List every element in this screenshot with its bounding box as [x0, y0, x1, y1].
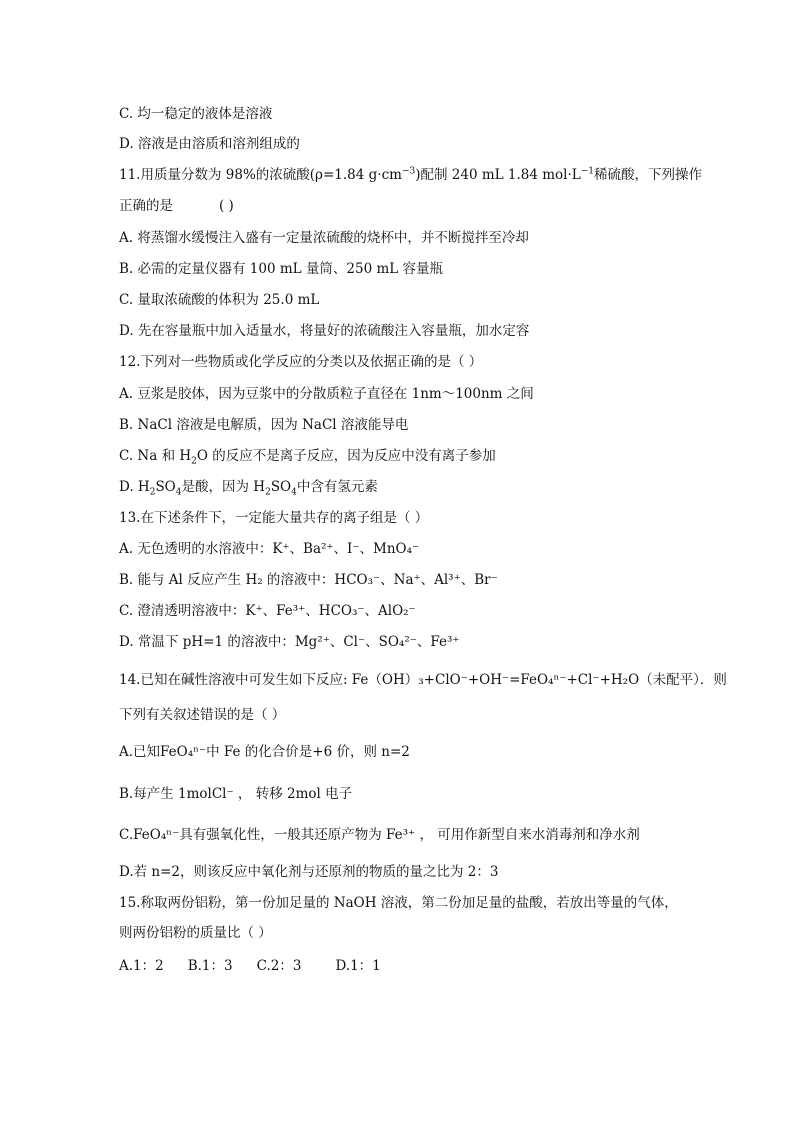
- q12-option-d-sub4: 4: [291, 487, 297, 498]
- q11-stem-line2: [119, 196, 234, 216]
- q12-option-d-part1: D. H: [119, 479, 150, 495]
- q12-option-b: B. NaCl 溶液是电解质，因为 NaCl 溶液能导电: [119, 417, 409, 433]
- q12-option-c-part2: O 的反应不是离子反应，因为反应中没有离子参加: [196, 448, 496, 464]
- q11-option-a: A. 将蒸馏水缓慢注入盛有一定量浓硫酸的烧杯中，并不断搅拌至冷却: [119, 230, 529, 246]
- q12-option-c-sub: 2: [191, 456, 197, 467]
- q11-option-d: D. 先在容量瓶中加入适量水，将量好的浓硫酸注入容量瓶，加水定容: [119, 323, 530, 339]
- q10-option-c: C. 均一稳定的液体是溶液: [119, 106, 273, 122]
- q11-stem-sup1: −3: [401, 166, 416, 177]
- q11-stem-part-b: )配制 240 mL 1.84 mol·L: [415, 167, 581, 183]
- q13-stem: 13.在下述条件下，一定能大量共存的离子组是（ ）: [119, 510, 429, 526]
- q15-option-b: B.1：3: [187, 958, 233, 974]
- q15-option-c: C.2：3: [256, 958, 302, 974]
- q12-option-d-sub1: 2: [149, 487, 156, 498]
- q15-option-a: A.1：2: [119, 958, 164, 974]
- q12-stem: 12.下列对一些物质或化学反应的分类以及依据正确的是（ ）: [119, 354, 483, 370]
- q11-answer-paren: ( ): [219, 198, 234, 214]
- q11-stem-text: 正确的是: [119, 198, 173, 214]
- q12-option-c-part1: C. Na 和 H: [119, 448, 192, 464]
- q13-option-a: A. 无色透明的水溶液中：K⁺、Ba²⁺、I⁻、MnO₄⁻: [119, 541, 420, 557]
- q12-option-d-sub2: 4: [175, 487, 182, 498]
- q12-option-a: A. 豆浆是胶体，因为豆浆中的分散质粒子直径在 1nm～100nm 之间: [119, 386, 534, 402]
- q13-option-c: C. 澄清透明溶液中：K⁺、Fe³⁺、HCO₃⁻、AlO₂⁻: [119, 603, 416, 619]
- q14-stem-line2: 下列有关叙述错误的是（ ）: [119, 707, 286, 723]
- q10-option-d: D. 溶液是由溶质和溶剂组成的: [119, 136, 300, 152]
- q14-option-a: A.已知FeO₄ⁿ⁻中 Fe 的化合价是+6 价，则 n=2: [119, 744, 410, 760]
- q11-stem-part-c: 稀硫酸，下列操作: [594, 167, 703, 183]
- q13-option-b: B. 能与 Al 反应产生 H₂ 的溶液中：HCO₃⁻、Na⁺、Al³⁺、Br⁻: [119, 572, 498, 588]
- q12-option-c: [119, 446, 496, 466]
- q14-option-b: B.每产生 1molCl⁻ ， 转移 2mol 电子: [119, 786, 353, 802]
- q15-stem-line2: 则两份铝粉的质量比（ ）: [119, 925, 272, 941]
- q15-stem-line1: 15.称取两份铝粉，第一份加足量的 NaOH 溶液，第二份加足量的盐酸，若放出等量的气体，: [119, 895, 678, 911]
- q14-option-c: C.FeO₄ⁿ⁻具有强氧化性，一般其还原产物为 Fe³⁺ ， 可用作新型自来水消毒剂和净水剂: [119, 827, 640, 843]
- q12-option-d-part3: 是酸，因为 H: [181, 479, 266, 495]
- q12-option-d: [119, 477, 378, 497]
- q11-stem-line1: [119, 165, 702, 185]
- q12-option-d-part5: 中含有氢元素: [296, 479, 378, 495]
- q11-option-c: C. 量取浓硫酸的体积为 25.0 mL: [119, 292, 320, 308]
- q12-option-d-sub3: 2: [265, 487, 271, 498]
- q11-stem-part-a: 11.用质量分数为 98%的浓硫酸(ρ=1.84 g·cm: [119, 167, 402, 183]
- q12-option-d-part2: SO: [155, 479, 176, 495]
- q11-stem-sup2: −1: [580, 166, 595, 177]
- q13-option-d: D. 常温下 pH=1 的溶液中：Mg²⁺、Cl⁻、SO₄²⁻、Fe³⁺: [119, 634, 460, 650]
- q12-option-d-part4: SO: [270, 479, 292, 495]
- q14-stem-line1: 14.已知在碱性溶液中可发生如下反应: Fe（OH）₃+ClO⁻+OH⁻=FeO₄ⁿ⁻+Cl⁻+H₂O（未配平）．则: [119, 672, 727, 688]
- q15-options: [119, 956, 381, 976]
- q14-option-d: D.若 n=2，则该反应中氧化剂与还原剂的物质的量之比为 2：3: [119, 864, 499, 880]
- q15-option-d: D.1：1: [335, 958, 381, 974]
- q11-option-b: B. 必需的定量仪器有 100 mL 量筒、250 mL 容量瓶: [119, 261, 444, 277]
